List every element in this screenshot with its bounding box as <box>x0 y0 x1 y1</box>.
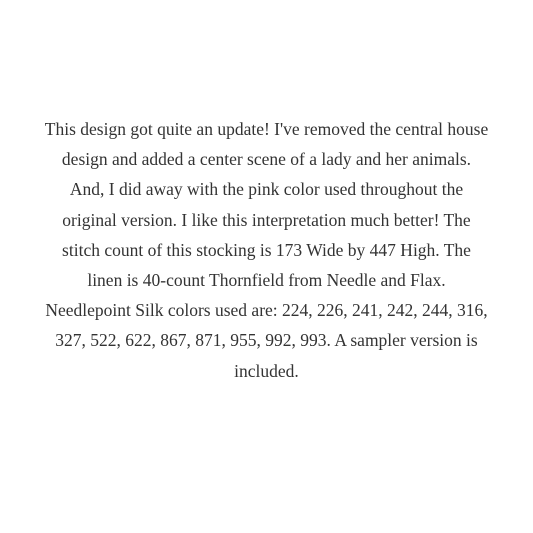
description-line: included. <box>234 360 299 381</box>
description-line: Needlepoint Silk colors used are: 224, 226, 241, 242, 244, 316, <box>45 300 488 321</box>
description-line: design and added a center scene of a lady and her animals. <box>61 149 472 170</box>
description-line: original version. I like this interpretation much better! The <box>62 209 471 230</box>
description-line: stitch count of this stocking is 173 Wide by 447 High. The <box>62 239 471 260</box>
description-line: And, I did away with the pink color used throughout the <box>69 179 464 200</box>
description-line: linen is 40-count Thornfield from Needle and Flax. <box>87 270 446 291</box>
description-paragraph <box>0 114 533 386</box>
description-line: This design got quite an update! I've removed the central house <box>44 119 489 139</box>
description-line: 327, 522, 622, 867, 871, 955, 992, 993. A sampler version is <box>55 330 478 351</box>
